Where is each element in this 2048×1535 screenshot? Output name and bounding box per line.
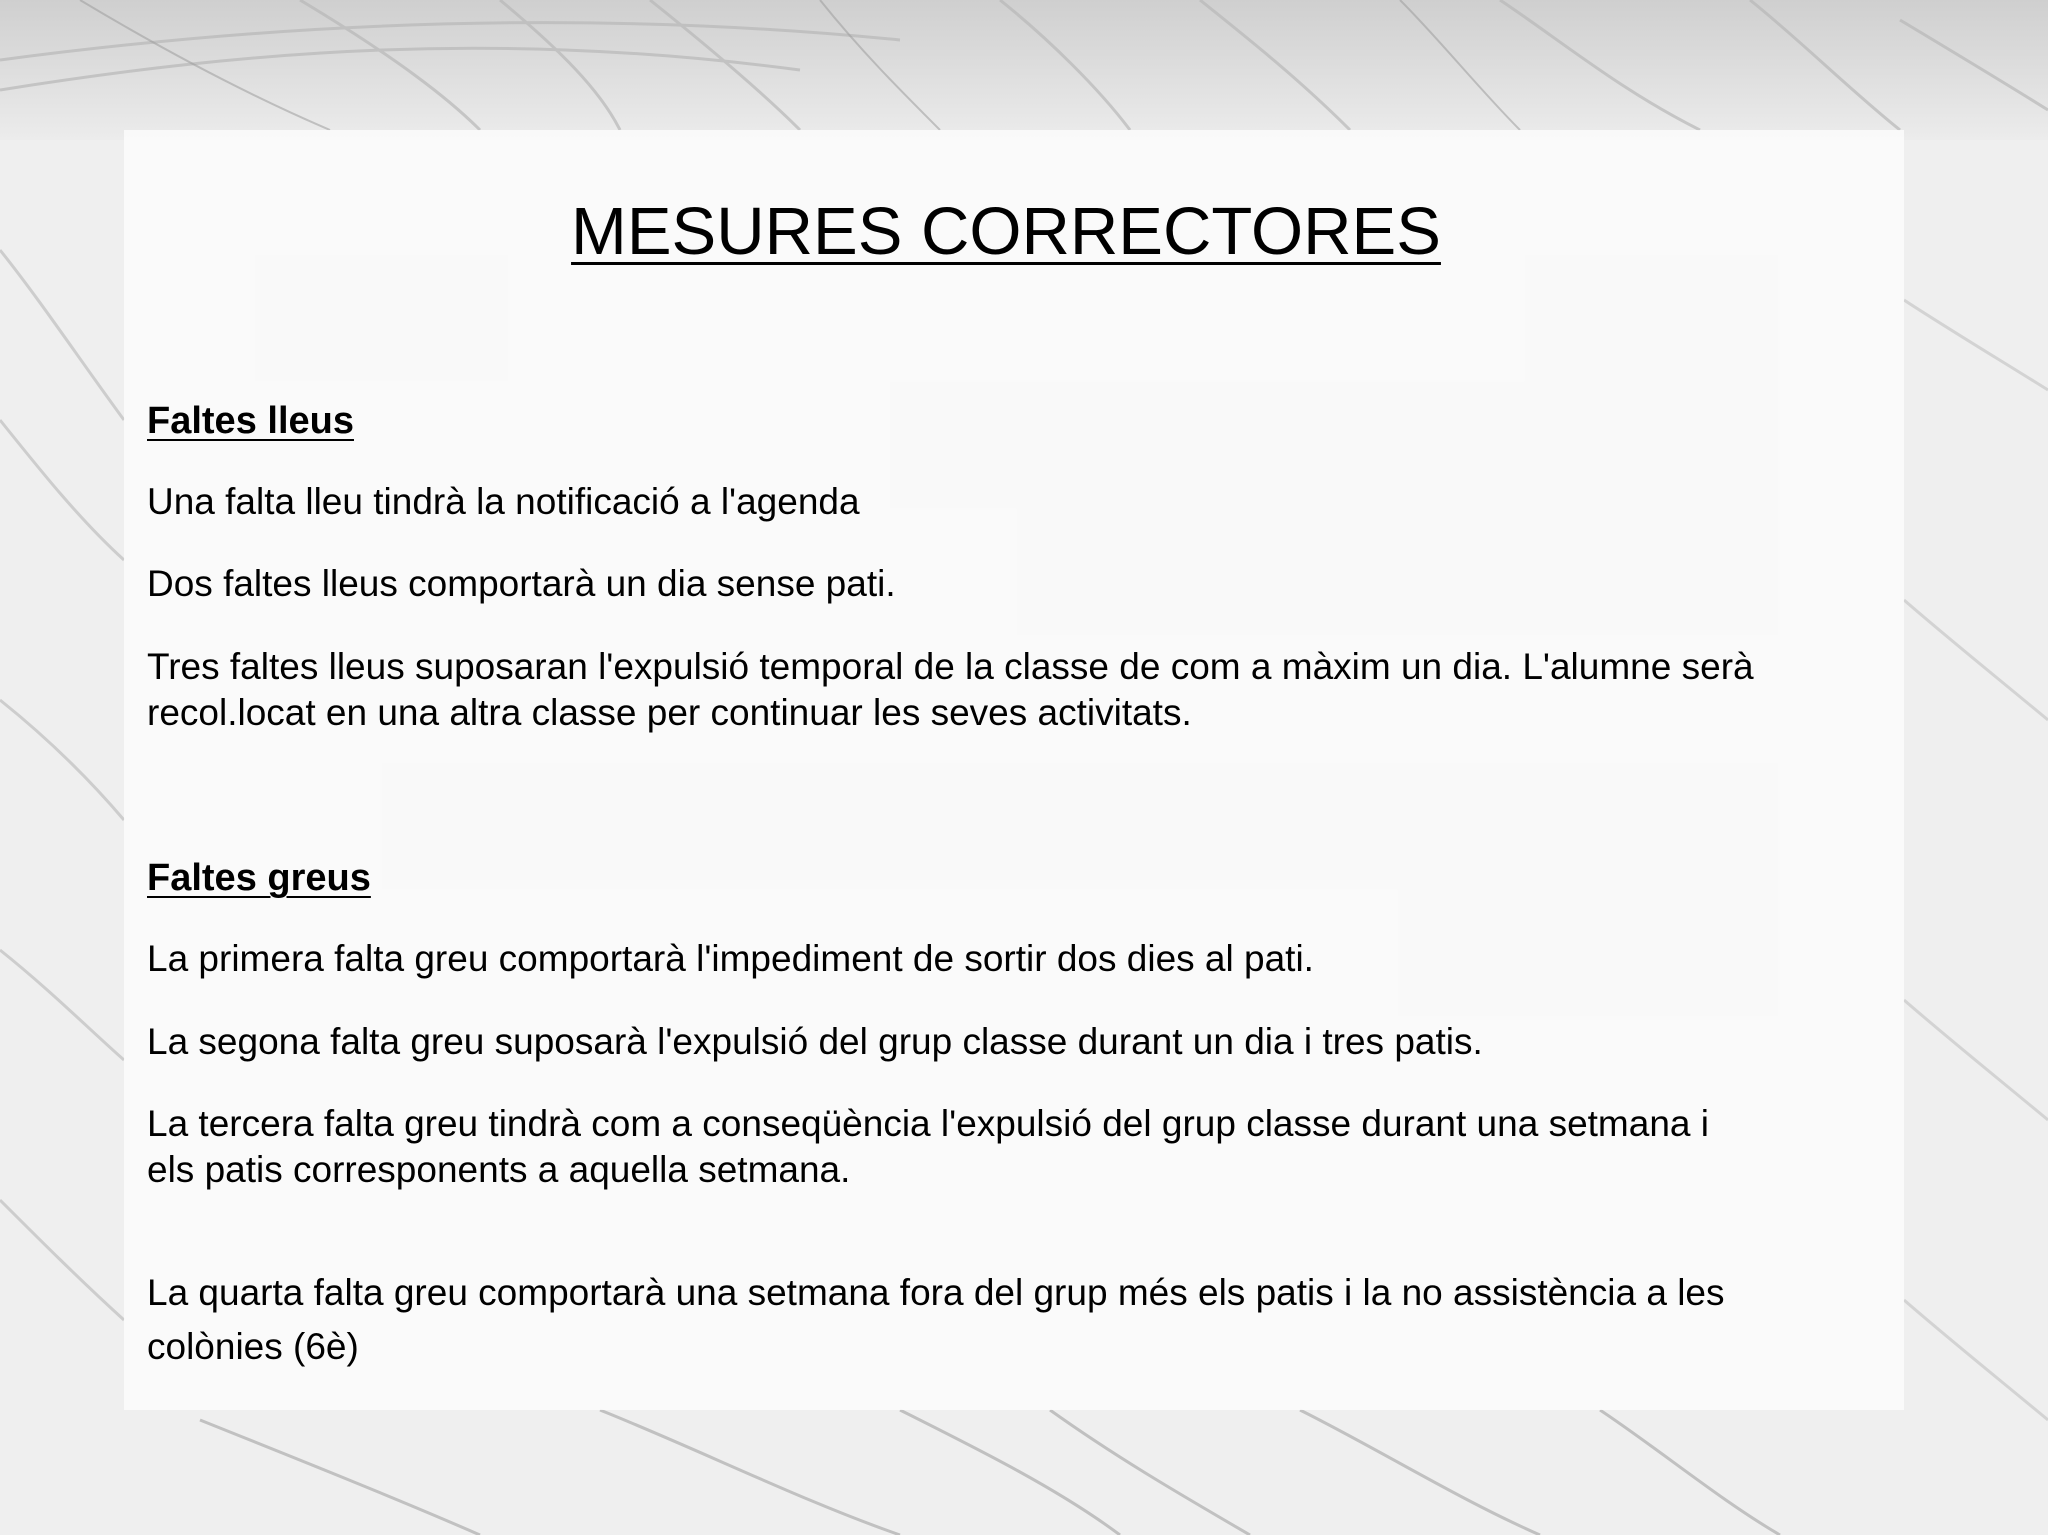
paragraph bbox=[147, 644, 1947, 736]
paragraph bbox=[147, 561, 1947, 607]
section-heading-faltes-greus: Faltes greus bbox=[147, 857, 371, 899]
paragraph bbox=[147, 479, 1947, 525]
paragraph-line: La primera falta greu comportarà l'impediment de sortir dos dies al pati. bbox=[147, 938, 1314, 979]
paragraph-line: els patis corresponents a aquella setmana. bbox=[147, 1149, 851, 1190]
paragraph bbox=[147, 1266, 1947, 1374]
paragraph-line: recol.locat en una altra classe per continuar les seves activitats. bbox=[147, 692, 1192, 733]
paragraph bbox=[147, 936, 1947, 982]
paragraph-line: Tres faltes lleus suposaran l'expulsió temporal de la classe de com a màxim un dia. L'alumne serà bbox=[147, 646, 1754, 687]
section-heading-faltes-lleus: Faltes lleus bbox=[147, 400, 354, 442]
page-title: MESURES CORRECTORES bbox=[571, 194, 1441, 269]
paragraph-line: La tercera falta greu tindrà com a conseqüència l'expulsió del grup classe durant una setmana i bbox=[147, 1103, 1709, 1144]
paragraph-line: La segona falta greu suposarà l'expulsió del grup classe durant un dia i tres patis. bbox=[147, 1021, 1483, 1062]
paragraph-line: colònies (6è) bbox=[147, 1326, 359, 1367]
paragraph-line: Una falta lleu tindrà la notificació a l'agenda bbox=[147, 481, 860, 522]
paragraph-line: La quarta falta greu comportarà una setmana fora del grup més els patis i la no assistència a les bbox=[147, 1272, 1725, 1313]
content-panel bbox=[124, 130, 1904, 1410]
paragraph-line: Dos faltes lleus comportarà un dia sense pati. bbox=[147, 563, 896, 604]
paragraph bbox=[147, 1101, 1947, 1193]
paragraph bbox=[147, 1019, 1947, 1065]
